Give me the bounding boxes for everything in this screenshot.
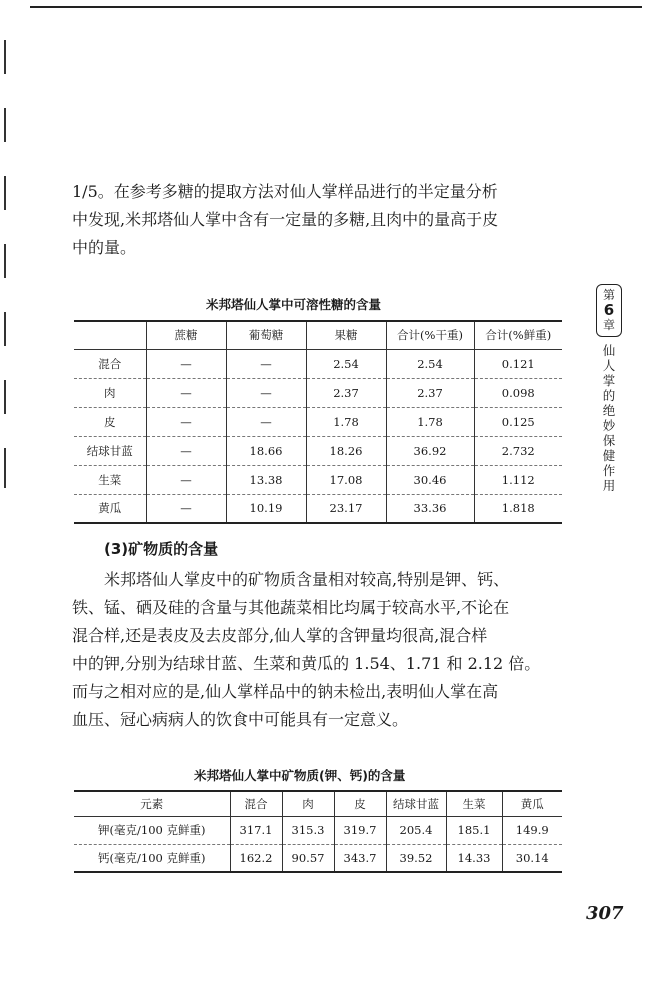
title-char: 绝 — [602, 403, 616, 418]
mineral-content-table — [74, 790, 562, 873]
title-char: 人 — [602, 358, 616, 373]
table-cell: 0.098 — [474, 378, 562, 407]
header-cell: 肉 — [282, 791, 334, 816]
title-char: 保 — [602, 433, 616, 448]
header-cell: 黄瓜 — [502, 791, 562, 816]
row-label: 混合 — [98, 356, 122, 371]
header-cell: 结球甘蓝 — [386, 791, 446, 816]
left-margin-mark — [4, 244, 6, 278]
table-cell: 1.78 — [306, 407, 386, 436]
left-margin-mark — [4, 40, 6, 74]
header-cell: 蔗糖 — [146, 321, 226, 349]
text-line: 中的量。 — [72, 238, 137, 257]
table-cell: 18.66 — [226, 436, 306, 465]
text-line: 1/5。在参考多糖的提取方法对仙人掌样品进行的半定量分析 — [72, 182, 498, 201]
left-margin-mark — [4, 448, 6, 488]
header-cell: 皮 — [334, 791, 386, 816]
table-header-row — [74, 321, 562, 349]
title-char: 仙 — [602, 343, 616, 358]
table-cell: 1.112 — [474, 465, 562, 494]
table2-caption: 米邦塔仙人掌中矿物质(钾、钙)的含量 — [194, 768, 406, 783]
table-row — [74, 436, 562, 465]
text-line: 中的钾,分别为结球甘蓝、生菜和黄瓜的 1.54、1.71 和 2.12 倍。 — [72, 654, 541, 673]
table-cell: 317.1 — [230, 816, 282, 844]
text-line: 而与之相对应的是,仙人掌样品中的钠未检出,表明仙人掌在高 — [72, 682, 499, 701]
header-cell: 合计(%干重) — [386, 321, 474, 349]
table-cell: — — [146, 436, 226, 465]
table-cell: 39.52 — [386, 844, 446, 872]
row-label: 生菜 — [98, 472, 122, 487]
table-cell: 1.78 — [386, 407, 474, 436]
left-margin-mark — [4, 380, 6, 414]
chapter-char: 第 — [602, 288, 615, 302]
title-char: 掌 — [602, 373, 616, 388]
header-cell: 元素 — [140, 796, 164, 811]
row-label: 黄瓜 — [98, 501, 122, 516]
table-cell: 90.57 — [282, 844, 334, 872]
table-cell: — — [226, 378, 306, 407]
chapter-number: 6 — [603, 301, 615, 319]
header-cell: 合计(%鲜重) — [474, 321, 562, 349]
table-cell: 2.37 — [306, 378, 386, 407]
text-line: 米邦塔仙人掌皮中的矿物质含量相对较高,特别是钾、钙、 — [104, 570, 510, 589]
table-row — [74, 378, 562, 407]
row-label: 钾(毫克/100 克鲜重) — [98, 823, 206, 837]
table-cell: — — [146, 349, 226, 378]
left-margin-mark — [4, 108, 6, 142]
row-label: 结球甘蓝 — [86, 443, 133, 458]
row-label: 肉 — [104, 385, 116, 400]
table-row — [74, 816, 562, 844]
table-cell: 33.36 — [386, 494, 474, 523]
top-rule — [30, 6, 642, 8]
header-cell: 果糖 — [306, 321, 386, 349]
title-char: 妙 — [602, 418, 616, 433]
chapter-title-vertical — [596, 343, 622, 493]
table-cell: 0.125 — [474, 407, 562, 436]
table-row — [74, 844, 562, 872]
table-cell: — — [146, 465, 226, 494]
table-row — [74, 349, 562, 378]
table-cell: 18.26 — [306, 436, 386, 465]
title-char: 健 — [602, 448, 616, 463]
table-row — [74, 465, 562, 494]
table-cell: 23.17 — [306, 494, 386, 523]
row-label: 皮 — [104, 414, 116, 429]
table-cell: 2.732 — [474, 436, 562, 465]
table-cell: 13.38 — [226, 465, 306, 494]
table-cell: 0.121 — [474, 349, 562, 378]
table-cell: 10.19 — [226, 494, 306, 523]
table-cell: 343.7 — [334, 844, 386, 872]
text-line: 混合样,还是表皮及去皮部分,仙人掌的含钾量均很高,混合样 — [72, 626, 488, 645]
header-cell: 生菜 — [446, 791, 502, 816]
table-cell: — — [146, 378, 226, 407]
header-cell: 葡萄糖 — [226, 321, 306, 349]
table-cell: 14.33 — [446, 844, 502, 872]
table-cell: 315.3 — [282, 816, 334, 844]
table-cell: — — [226, 349, 306, 378]
table-cell: 30.46 — [386, 465, 474, 494]
row-label: 钙(毫克/100 克鲜重) — [98, 850, 206, 865]
page-number: 307 — [586, 903, 624, 924]
title-char: 用 — [602, 478, 616, 493]
chapter-sidebar — [596, 284, 622, 493]
text-line: 中发现,米邦塔仙人掌中含有一定量的多糖,且肉中的量高于皮 — [72, 210, 499, 229]
title-char: 的 — [602, 388, 616, 403]
table-cell: 2.54 — [306, 349, 386, 378]
sugar-content-table — [74, 320, 562, 524]
table-cell: — — [226, 407, 306, 436]
table-cell: 36.92 — [386, 436, 474, 465]
table1-caption: 米邦塔仙人掌中可溶性糖的含量 — [206, 297, 382, 312]
table-cell: 205.4 — [386, 816, 446, 844]
text-line: 血压、冠心病病人的饮食中可能具有一定意义。 — [72, 710, 409, 729]
table-cell: 162.2 — [230, 844, 282, 872]
table-header-row — [74, 791, 562, 816]
table-cell: 1.818 — [474, 494, 562, 523]
section-heading: (3)矿物质的含量 — [104, 540, 219, 558]
table-cell: 30.14 — [502, 844, 562, 872]
chapter-badge — [596, 284, 622, 337]
table-cell: 185.1 — [446, 816, 502, 844]
header-cell — [74, 321, 146, 349]
table-cell: 149.9 — [502, 816, 562, 844]
table-row — [74, 494, 562, 523]
title-char: 作 — [602, 463, 616, 478]
chapter-char: 章 — [602, 318, 615, 332]
table-cell: 319.7 — [334, 816, 386, 844]
table-cell: 2.54 — [386, 349, 474, 378]
paragraph-polysaccharide — [72, 178, 562, 262]
table-row — [74, 407, 562, 436]
left-margin-mark — [4, 312, 6, 346]
text-line: 铁、锰、硒及硅的含量与其他蔬菜相比均属于较高水平,不论在 — [72, 598, 510, 617]
table-cell: 2.37 — [386, 378, 474, 407]
paragraph-minerals — [72, 566, 562, 734]
left-margin-mark — [4, 176, 6, 210]
table-cell: — — [146, 494, 226, 523]
header-cell: 混合 — [230, 791, 282, 816]
table-cell: 17.08 — [306, 465, 386, 494]
table-cell: — — [146, 407, 226, 436]
